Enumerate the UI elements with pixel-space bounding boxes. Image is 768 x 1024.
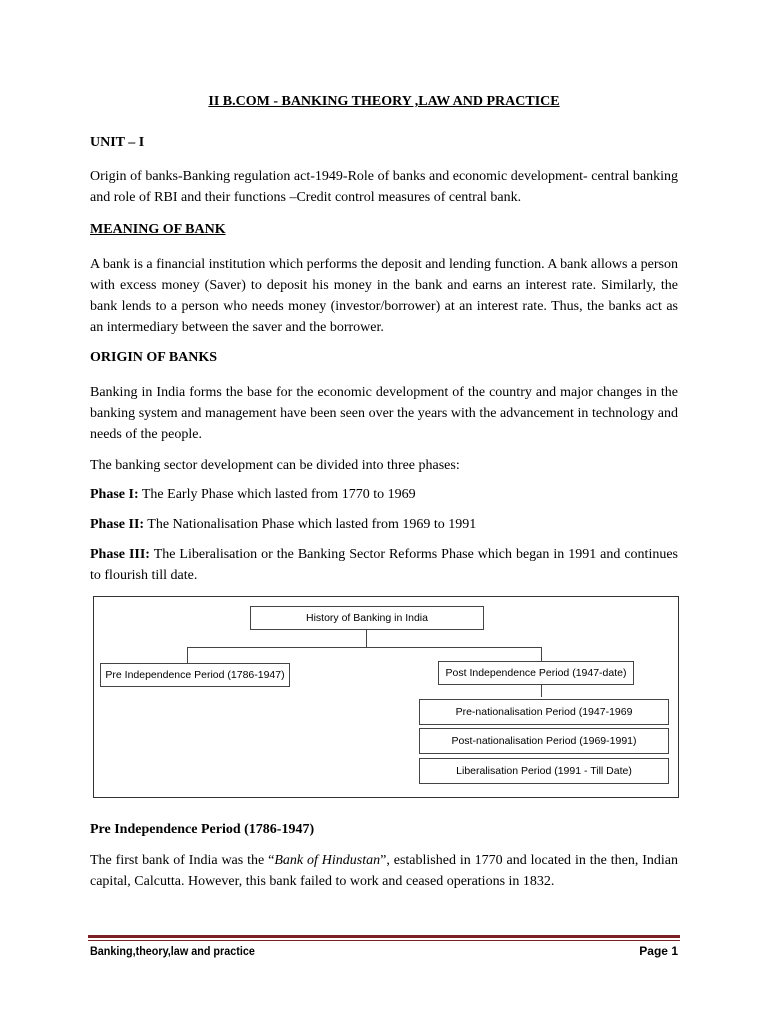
phase-text: The Early Phase which lasted from 1770 to 1969 [138, 487, 416, 502]
meaning-heading: MEANING OF BANK [90, 222, 226, 237]
phase-3 [90, 544, 678, 586]
text-part: ”, established in 1770 and located in the then, Indian capital, Calcutta. However, this bank failed to work and ceased operations in 1832. [90, 853, 678, 889]
phase-2 [90, 514, 678, 535]
connector-line [187, 647, 188, 663]
phase-label: Phase III: [90, 547, 150, 562]
pre-independence-text [90, 850, 678, 892]
footer-rule [88, 935, 680, 938]
unit-heading: UNIT – I [90, 135, 145, 150]
origin-intro: The banking sector development can be divided into three phases: [90, 458, 460, 473]
diagram-root-box: History of Banking in India [250, 606, 484, 630]
connector-line [366, 630, 367, 647]
phase-text: The Nationalisation Phase which lasted from 1969 to 1991 [144, 517, 477, 532]
bank-name: Bank of Hindustan [274, 853, 381, 868]
diagram-post-child-1: Pre-nationalisation Period (1947-1969 [419, 699, 669, 725]
history-diagram [93, 596, 679, 798]
text-part: The first bank of India was the “ [90, 853, 275, 868]
page-number: Page 1 [639, 944, 678, 958]
origin-heading: ORIGIN OF BANKS [90, 350, 218, 365]
footer-title: Banking,theory,law and practice [90, 944, 255, 958]
diagram-post-box: Post Independence Period (1947-date) [438, 661, 634, 685]
diagram-post-child-2: Post-nationalisation Period (1969-1991) [419, 728, 669, 754]
phase-label: Phase I: [90, 487, 139, 502]
unit-text: Origin of banks-Banking regulation act-1949-Role of banks and economic development- central banking and role of RBI and their functions –Credit control measures of central bank. [90, 169, 678, 205]
connector-line [541, 685, 542, 697]
meaning-text: A bank is a financial institution which performs the deposit and lending function. A bank allows a person with excess money (Saver) to deposit his money in the bank and earns an interest rate. Similarly, the bank lends to a person who needs money (investor/borrower) at an interest rate. Thus, the banks act as an intermediary between the saver and the borrower. [90, 257, 678, 335]
phase-text: The Liberalisation or the Banking Sector Reforms Phase which began in 1991 and continues to flourish till date. [90, 547, 679, 583]
connector-line [541, 647, 542, 661]
footer-rule [88, 940, 680, 941]
phase-1 [90, 484, 678, 505]
pre-independence-heading: Pre Independence Period (1786-1947) [90, 822, 315, 837]
origin-text: Banking in India forms the base for the economic development of the country and major changes in the banking system and management have been seen over the years with the advancement in technology and needs of the people. [90, 385, 678, 442]
connector-line [187, 647, 541, 648]
diagram-post-child-3: Liberalisation Period (1991 - Till Date) [419, 758, 669, 784]
diagram-pre-box: Pre Independence Period (1786-1947) [100, 663, 290, 687]
page-title: II B.COM - BANKING THEORY ,LAW AND PRACTICE [208, 94, 560, 109]
phase-label: Phase II: [90, 517, 145, 532]
